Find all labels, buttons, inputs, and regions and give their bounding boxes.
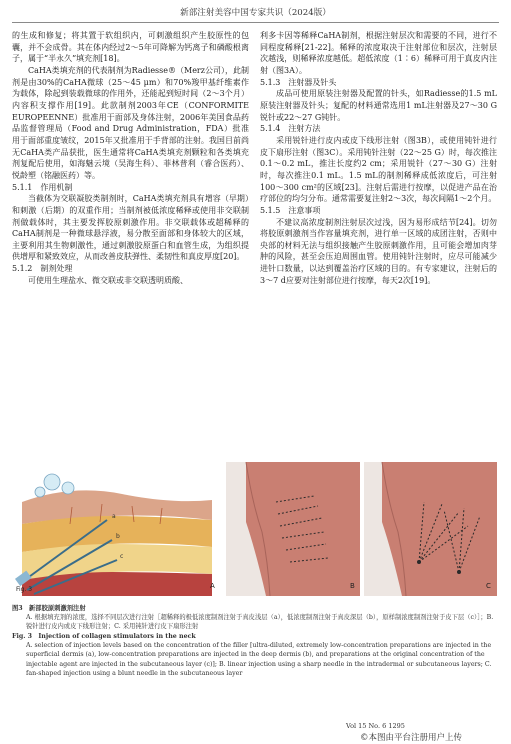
figure-caption [12, 604, 499, 678]
running-header: 新部注射美容中国专家共识（2024版） [180, 8, 331, 18]
panel-c [364, 462, 497, 596]
section-heading: 5.1.4 注射方法 [260, 124, 321, 134]
body-paragraph: 的生成和修复；将其置于软组织内，可刺激组织产生胶原性的包囊，并不会成骨。其在体内经过2～5年可降解为钙离子和磷酸根离子，属于“半永久”填充剂[18]。 [12, 31, 249, 64]
svg-text:b: b [116, 533, 120, 540]
left-column [12, 30, 249, 286]
section-heading: 5.1.3 注射器及针头 [260, 77, 337, 87]
panel-a [12, 462, 222, 596]
skin-layers-illustration [12, 462, 222, 596]
panel-b-label: B [350, 582, 355, 590]
body-paragraph: 采用锐针进行皮内或皮下线形注射（图3B），或使用钝针进行皮下扇形注射（图3C）。采用钝针注射（22～25 G）时，每次推注0.1～0.2 mL，推注长度约2 cm；采用锐针（27～30 G）注射时，每次推注0.1 mL。1.5 mL的制剂稀释成低浓度后，可注射100～300 cm²的区域[23]。注射后需进行按摩，以促进产品在治疗部位的均匀分布。通常需要复注射2～3次，每次间隔1～2个月。 [260, 135, 497, 204]
caption-en-text: A. selection of injection levels based on the concentration of the filler [ultra-diluted, extremely low-concentration preparations are injected in the superficial dermis (a), low-concentration preparations are injected in the deep dermis (b), and preparations at the original concentration of the injectable agent are injected in the subcutaneous layer (c)]; B. linear injection using a sharp needle in the intradermal or subcutaneous layers; C. fan-shaped injection using a blunt needle in the subcutaneous layer [26, 642, 492, 677]
neck-fan-injection-photo [364, 462, 497, 596]
svg-text:c: c [120, 553, 124, 560]
watermark: ©本图由平台注册用户上传 [360, 733, 463, 743]
figure-3 [12, 462, 497, 596]
svg-text:a: a [112, 513, 116, 520]
caption-en-title: Fig. 3 Injection of collagen stimulators in the neck [12, 633, 196, 641]
body-paragraph: 成品可使用原装注射器及配置的针头，如Radiesse的1.5 mL原装注射器及针头；复配的材料通常选用1 mL注射器及27～30 G锐针或22～27 G钝针。 [260, 89, 497, 122]
neck-linear-injection-photo [226, 462, 360, 596]
right-column [260, 30, 497, 286]
caption-cn-title: 图3 新部胶原刺激剂注射 [12, 605, 86, 612]
panel-a-label: A [210, 582, 215, 590]
panel-c-label: C [486, 582, 491, 590]
body-paragraph: CaHA类填充剂的代表制剂为Radiesse®（Merz公司），此制剂是由30%的CaHA微球（25～45 μm）和70%羧甲基纤维素作为载体，除起到装载微球的作用外，还能起到短时间（2～3个月）内容积支撑作用[19]。此款制剂2003年CE（CONFORMITE EUROPEENNE）批准用于面部及身体注射，2006年美国食品药品监督管理局（Food and Drug Administration，FDA）批准用于面部重度皱纹，2015年又批准用于手背部的注射。我国目前尚无CaHA类产品获批，医生通常将CaHA类填充剂颗粒和各类填充剂复配后使用，如海魅云境（吴海生科）、菲林普利（睿合医药）、悦龄塑（铭融医药）等。 [12, 65, 249, 180]
panel-b [226, 462, 360, 596]
section-heading: 5.1.2 制剂处理 [12, 264, 73, 274]
caption-cn-text: A. 根据填充剂的浓度，选择不同层次进行注射［超稀释的极低浓度制剂注射于真皮浅层（a），低浓度制剂注射于真皮深层（b），原样制浓度制剂注射于皮下层（c）］；B. 锐针进行皮内或皮下线形注射；C. 采用钝针进行皮下扇形注射 [26, 614, 494, 631]
header-rule [12, 22, 499, 23]
section-heading: 5.1.5 注意事项 [260, 205, 321, 215]
section-heading: 5.1.1 作用机制 [12, 182, 73, 192]
body-paragraph: 当截体为交联凝胶类制剂时，CaHA类填充剂具有增容（早期）和刺激（后期）的双重作用；当制剂被低浓度稀释或使用非交联制剂做载体时，其主要发挥胶原刺激作用。非交联载体或超稀释的CaHA制剂是一种微球悬浮液，易分散至面部和身体较大的区域，主要利用其生物刺激性，通过刺激胶原蛋白和血管生成，为组织提供增厚和紧致效应，从而改善皮肤弹性、柔韧性和真皮厚度[20]。 [12, 194, 249, 262]
body-paragraph: 可使用生理盐水、微交联或非交联透明质酸、 [28, 275, 188, 285]
body-paragraph: 利多卡因等稀释CaHA制剂，根据注射层次和需要的不同，进行不同程度稀释[21-22]。稀释的浓度取决于注射部位和层次，注射层次越浅，则稀释浓度越低。超低浓度（1∶6）稀释可用于真皮内注射（图3A）。 [260, 31, 497, 75]
body-paragraph: 不建议高浓度制剂注射层次过浅，因为易形成结节[24]。切勿将胶原刺激剂当作容量填充剂，进行单一区域的成团注射，否则中央部的材料无法与组织接触产生胶原刺激作用，且可能会增加肉芽肿的风险，甚至会压迫周围血管。使用钝针注射时，应尽可能减少进针口数量，以达到覆盖治疗区域的目的。有专家建议，注射后的3～7 d应要对注射部位进行按摩，每天2次[19]。 [260, 217, 497, 285]
illustration-label: Fig. 3 [16, 586, 33, 593]
page-footer: Vol 15 No. 6 1295 [346, 722, 405, 730]
